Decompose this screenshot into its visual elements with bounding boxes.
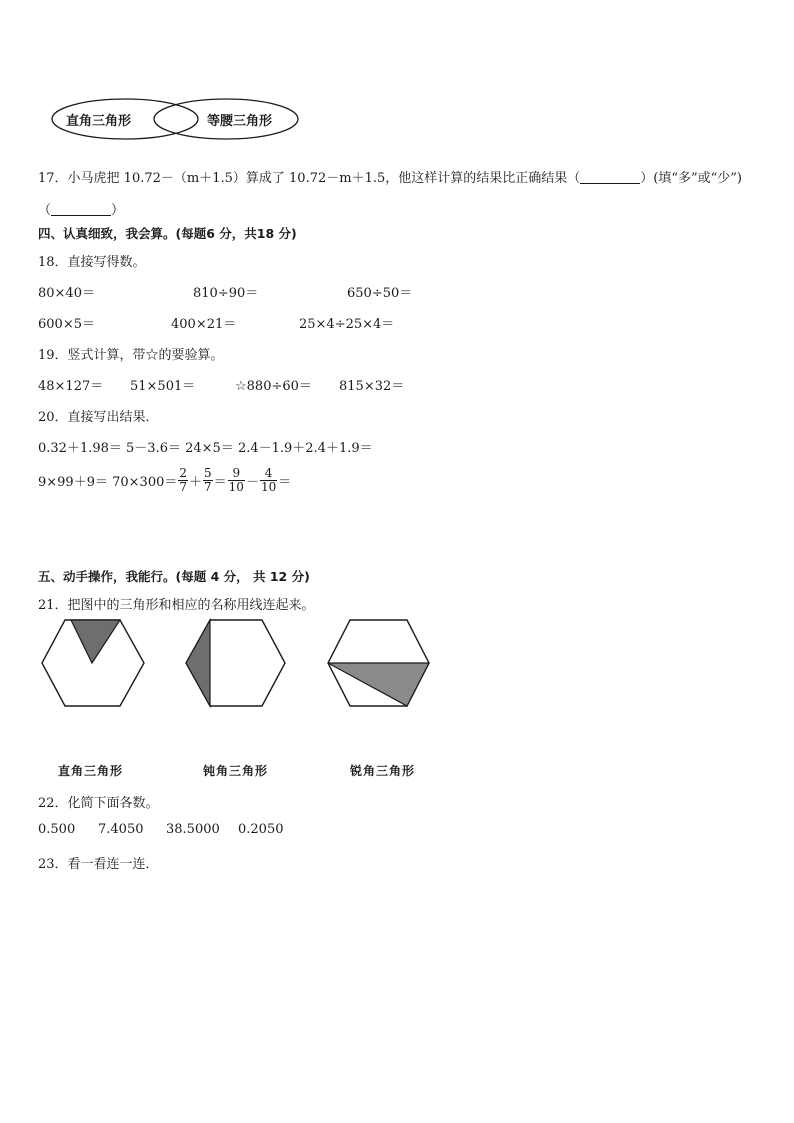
q18-r2-item1: 600×5＝: [38, 317, 95, 332]
q19-item3: ☆880÷60＝: [235, 379, 312, 394]
q18-r1-item2: 810÷90＝: [193, 286, 259, 301]
q17-answer-blank[interactable]: [580, 171, 640, 184]
q20-eq2: ＝: [278, 475, 292, 490]
venn-diagram: [50, 96, 302, 142]
q18-r1-item1: 80×40＝: [38, 286, 95, 301]
q22-item2: 7.4050: [98, 822, 144, 837]
question-17: [38, 167, 742, 186]
q20-title: 20．直接写出结果．: [38, 410, 159, 425]
q20-frac1: $\frac{2}{7}$: [179, 466, 187, 494]
q17-number: 17．: [38, 171, 68, 186]
q18-title: 18．直接写得数。: [38, 255, 146, 270]
q22-item4: 0.2050: [238, 822, 284, 837]
q22-title: 22．化简下面各数。: [38, 796, 159, 811]
q20-row2: [38, 467, 291, 494]
q20-frac4: $\frac{4}{10}$: [260, 466, 277, 494]
q20-row2-text: 9×99＋9＝ 70×300＝: [38, 475, 178, 490]
hexagon-2[interactable]: [186, 620, 285, 706]
q17-line2-close: ）: [111, 203, 125, 218]
q20-plus: ＋: [189, 475, 203, 490]
label-obtuse-triangle[interactable]: 钝角三角形: [203, 764, 269, 778]
q19-title: 19．竖式计算，带☆的要验算。: [38, 348, 224, 363]
q17-answer-blank-2[interactable]: [51, 203, 111, 216]
section-4-title: 四、认真细致，我会算。(每题6 分，共18 分): [38, 226, 297, 241]
q19-item4: 815×32＝: [339, 379, 405, 394]
q22-item3: 38.5000: [166, 822, 220, 837]
label-right-triangle[interactable]: 直角三角形: [58, 764, 124, 778]
q18-r2-item2: 400×21＝: [171, 317, 237, 332]
q23-title: 23．看一看连一连．: [38, 857, 159, 872]
venn-left-label: 直角三角形: [66, 114, 132, 129]
left-triangle-shape: [186, 620, 210, 706]
q20-minus: －: [245, 475, 259, 490]
q20-frac2: $\frac{5}{7}$: [204, 466, 212, 494]
label-acute-triangle[interactable]: 锐角三角形: [350, 764, 416, 778]
q18-r1-item3: 650÷50＝: [347, 286, 413, 301]
q20-row1: 0.32＋1.98＝ 5－3.6＝ 24×5＝ 2.4－1.9＋2.4＋1.9＝: [38, 441, 373, 456]
q17-after-blank: ）(填“多”或“少”): [640, 171, 742, 186]
hexagon-figures: [40, 615, 440, 715]
q19-item2: 51×501＝: [130, 379, 196, 394]
q18-r2-item3: 25×4÷25×4＝: [299, 317, 395, 332]
hexagon-3[interactable]: [328, 620, 429, 706]
hexagon-1[interactable]: [42, 620, 144, 706]
q19-item1: 48×127＝: [38, 379, 104, 394]
q20-frac3: $\frac{9}{10}$: [228, 466, 244, 494]
q22-item1: 0.500: [38, 822, 76, 837]
q17-text: 小马虎把 10.72－（m＋1.5）算成了 10.72－m＋1.5，他这样计算的结果比正确结果（: [67, 171, 581, 186]
venn-right-label: 等腰三角形: [207, 114, 273, 129]
question-17-line2: [38, 199, 124, 218]
q20-eq1: ＝: [213, 475, 227, 490]
q21-title: 21．把图中的三角形和相应的名称用线连起来。: [38, 598, 315, 613]
q17-line2-open: （: [38, 203, 52, 218]
section-5-title: 五、动手操作，我能行。(每题 4 分， 共 12 分): [38, 569, 310, 584]
